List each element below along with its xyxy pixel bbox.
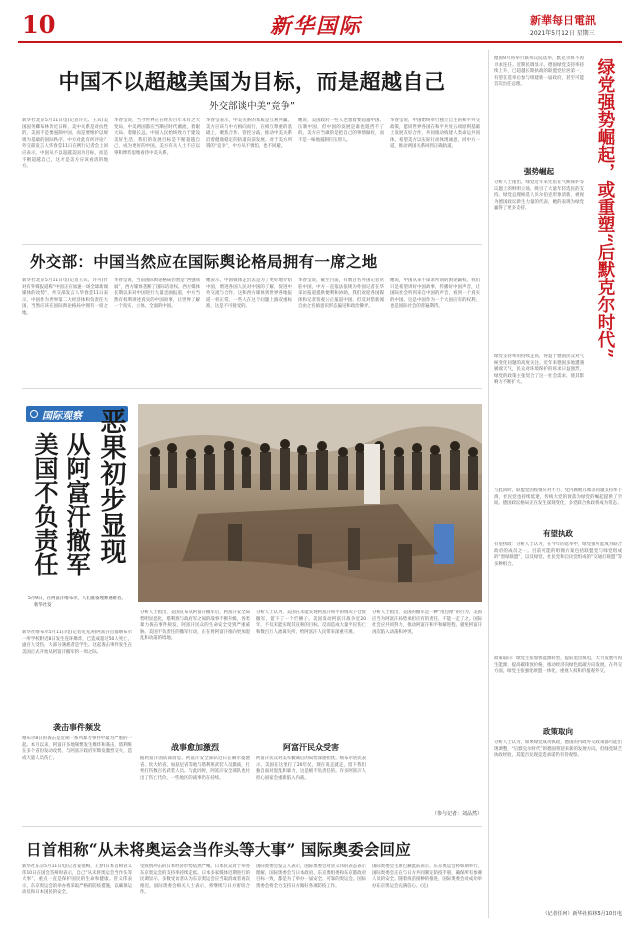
header-rule <box>18 41 622 43</box>
article3-col: 分析人士认为，美国在未能实现阿富汗和平的情况下仓促撤军，留下了一个烂摊子。美国发动阿富汗战争近20年，不仅未能实现其宣称的目标，反而造成大量平民伤亡和数百万人流离失所，给阿富汗人民带来深重灾难。 <box>256 610 366 635</box>
sidebar-col: 与此同时，联盟党因疫情应对不力、党内腐败丑闻等问题支持率下滑，社民党也持续低迷，传统大党的衰落为绿党的崛起提供了空间。德国政坛格局正在发生深刻变化，多党联合执政将成为常态。 <box>494 488 622 507</box>
article3-col: 喀布尔8日的袭击是近期一系列暴力事件中最为严重的一起。本月以来，阿富汗多地频繁发生爆炸和袭击，塔利班在多个省份发动攻势，与阿富汗政府军爆发激烈交火，造成大量人员伤亡。 <box>22 736 132 761</box>
article4-col: 新华社东京5月11日电(记者姜俏梅、王梦)日本首相菅义伟10日在国会答辩时表示，自己“从未将奥运会当作头等大事”，重点一直是保护国民的生命和健康。菅义伟表示，东京奥运会的举办将采取严格的防疫措施，以确保运动员和日本国民的安全。 <box>22 864 132 896</box>
article1-col: 华春莹说，当今世界正在经历百年未有之大变局，中美两国都应当顺应时代潮流，着眼大局、着眼长远。中国人民始终致力于建设美好生活，我们的发展目标是不断超越自己，成为更好的中国。美方有关人士不应以零和博弈思维看待中美关系。 <box>114 118 200 156</box>
sidebar-subhead: 政策取向 <box>543 727 573 736</box>
article3-col: 阿富汗民众对美军撤离后的局势深感担忧。喀布尔居民表示，美国在这里打了20年仗，现在说走就走，留下我们独自面对混乱和暴力，这是极不负责任的。许多阿富汗人担心国家会重新陷入内战。 <box>256 756 366 781</box>
article1-col: 华春莹说，中国始终奉行独立自主的和平外交政策，愿同世界各国在和平共处五项原则基础上发展友好合作，共同推动构建人类命运共同体。希望美方以实际行动体现诚意，同中方一道，推动两国关系回到正确轨道。 <box>390 118 480 150</box>
photo-illustration <box>138 404 482 602</box>
article2-col: 她表示，中国媒体走出去是为了更好地介绍中国，增进各国人民对中国的了解，促进中外交流与合作，这和西方媒体到世界各地报道一样正常。一些人在这个问题上搞双重标准，这是不可接受的。 <box>206 278 292 310</box>
sidebar-intro: 德国9月将举行联邦议院选举，默克尔将不再寻求连任。近期民调显示，德国绿党支持率持续上升，已超越长期执政的联盟党位居第一，有望在选举后参与组建新一届政府，甚至可能首次出任总理。 <box>494 56 584 88</box>
article4-col: 国际奥委会发言人表示，国际奥委会对菅义伟的表态表示理解，国际奥委会与日本政府、东京奥组委和东京都政府目标一致，都是为了举办一届安全、可靠的奥运会。国际奥委会将全力支持日方做好各项防疫工作。 <box>256 864 366 889</box>
sidebar-subhead: 有望执政 <box>543 529 573 538</box>
sidebar-col: 绿党支持率的持续走高，得益于德国民众对气候变化问题的高度关注。近年来德国多地遭遇极端天气，民众对环境保护的诉求日益强烈，绿党的政策主张契合了这一社会需求，使其影响力不断扩大。 <box>494 354 584 386</box>
article3-col: 分析人士指出，美国的撤军是一种“甩包袱”的行为，美国应当为阿富汗局势承担应有的责任，不能一走了之。国际社会应共同努力，推动阿富汗和平和解进程，避免阿富汗再次陷入动荡和冲突。 <box>372 610 482 635</box>
section-divider <box>22 244 482 245</box>
paper-name: 新華每日電訊 <box>530 14 596 27</box>
article3-headline-col3: 恶果初步显现 <box>96 408 126 564</box>
section-divider <box>22 826 482 827</box>
article4-col: 国际奥委会主席巴赫此前表示，东京奥运会将如期举行，国际奥委会正在与日方共同制定防疫手册，确保所有参赛人员的安全。随着疫苗接种的推进，国际奥委会对成功举办东京奥运会充满信心。(完) <box>372 864 482 889</box>
article2-col: 新华社北京5月11日电(记者王宾、许可)针对有外媒报道称“中国正在加速一场全球新闻媒体的攻势”，外交部发言人华春莹11日表示，中国作为世界第二大经济体和负责任大国，当然应该在国际舆论格局中拥有一席之地。 <box>22 278 108 316</box>
sidebar-col: 分析人士认为，如果绿党成功执政，德国的内政外交政策都可能出现调整，“后默克尔时代”的德国将迎来新的发展方向。但绿党缺乏执政经验，其能否兑现竞选承诺仍有待观察。 <box>494 740 622 759</box>
article3-col: 据阿富汗国防部消息，阿富汗安全部队近日在赫尔曼德省、坎大哈省、加兹尼省等地与塔利班武装人员激战，打死打伤数百名武装人员。与此同时，阿富汗安全部队也付出了伤亡代价，一些地区的战事仍在持续。 <box>140 756 250 781</box>
news-photo <box>138 404 482 602</box>
article3-col: 分析人士指出，美国宣布从阿富汗撤军后，阿富汗安全局势明显恶化，塔利班与政府军之间的战事不断升级，各类暴力袭击事件频发，阿富汗民众的生命安全受到严重威胁。美国不负责任的撤军行动，正在将阿富汗推向更加混乱和动荡的境地。 <box>140 610 250 642</box>
photo-caption-text: 5月9日，在阿富汗喀布尔，人们准备埋葬遇难者。 <box>28 596 126 601</box>
article4-headline: 日首相称“从未将奥运会当作头等大事” 国际奥委会回应 <box>26 840 411 859</box>
article1-headline: 中国不以超越美国为目标，而是超越自己 <box>58 69 446 94</box>
sidebar-col: 政策取向：绿党主张加快能源转型，提前退出煤电，大力发展可再生能源，提高碳排放价格，推动经济向绿色低碳方向发展。在外交方面，绿党主张强化欧盟一体化，重视人权和价值观外交。 <box>494 656 622 675</box>
article2-col: 她说，中国从来不谋求所谓的舆论霸权，我们只是希望讲好中国故事，传播好中国声音，让国际社会听到来自中国的声音，看到一个真实的中国。这是中国作为一个大国应有的权利，也是国际社会的普遍期待。 <box>390 278 480 310</box>
article1-col: 她说，美国政府一些人老想着要超越中国、压制中国，但中国的发展是谁也阻挡不了的。美方应当做的是把自己的事情做好，而不是一味地遏制打压别人。 <box>298 118 384 143</box>
article1-subhead: 外交部谈中美“竞争” <box>209 101 295 112</box>
article2-col: 华春莹说，截至目前，有数百名外国记者常驻中国，中方一直依法依规为外国记者在华采访报道提供便利和协助。我们欢迎各国媒体和记者客观公正报道中国，但反对借新闻自由之名搞意识形态偏见和政治操弄。 <box>298 278 384 310</box>
article1-col: 华春莹表示，中美关系的本质是互利共赢。美方应该与中方相向而行，在相互尊重的基础上，聚焦合作、管控分歧，推动中美关系沿着健康稳定的轨道向前发展。对于美方所谓的“竞争”，中方从不惧怕，也不回避。 <box>206 118 292 150</box>
article3-col: 新华社喀布尔5月11日电(记者史先涛)阿富汗首都喀布尔一所学校附近8日发生连环爆炸，已造成超过50人死亡、逾百人受伤，大部分遇难者是学生。这起袭击事件发生在美国正式开始从阿富汗撤军约一周之际。 <box>22 630 132 655</box>
article3-headline-col1: 美国不负责任 <box>30 432 59 576</box>
photo-white-robe <box>364 444 380 504</box>
article3-subhead: 袭击事件频发 <box>53 723 101 732</box>
globe-icon <box>30 410 38 418</box>
sidebar-subhead: 强势崛起 <box>524 167 554 176</box>
article3-headline-col2: 从阿富汗撤军 <box>62 432 91 576</box>
article2-headline: 外交部：中国当然应在国际舆论格局拥有一席之地 <box>30 252 378 271</box>
article4-col: 受疫情冲击的日本经济形势依然严峻，日本民众对于举办东京奥运会的支持率持续走低。日本多家媒体近期进行的民调显示，多数受访者认为东京奥运会应当取消或者再次推迟。国际奥委会相关人士表示，将继续与日方密切合作。 <box>140 864 250 896</box>
section-title: 新华国际 <box>270 13 362 38</box>
sidebar-dateline: （记者任珂）新华社柏林5月10日电 <box>542 911 622 917</box>
article3-author: （参与记者：刘品然） <box>431 811 482 817</box>
photo-caption <box>28 596 132 622</box>
sidebar-col: 分析人士指出，绿党近年来凭借在气候保护等议题上的鲜明立场，吸引了大量年轻选民的支持。绿党总理候选人贝尔伯克形象清新，被视为德国政坛新生力量的代表，她的表现为绿党赢得了更多支持。 <box>494 180 584 212</box>
issue-date: 2021年5月12日 星期三 <box>530 30 595 37</box>
sidebar-col: 有望执政：分析人士认为，在今年的选举中，绿党很可能成为联合政府的成员之一。目前可能的组阁方案包括联盟党与绿党组成的“黑绿联盟”，以及绿党、社民党和自民党组成的“交通灯联盟”等多种组合。 <box>494 542 622 567</box>
section-divider <box>22 388 482 389</box>
photo-credit: 新华社发 <box>34 602 52 608</box>
page-header <box>0 0 640 42</box>
sidebar-divider <box>488 50 489 918</box>
article3-subhead: 战事愈加激烈 <box>171 743 219 752</box>
article3-subhead: 阿富汗民众受害 <box>283 743 339 752</box>
sidebar-headline: 绿党强势崛起，或重塑“后默克尔时代” <box>595 58 615 359</box>
article1-col: 新华社北京5月11日电(记者许元、王宾)美国国务卿布林肯近日称，美中关系是对抗性的，美国不是要遏制中国，而是要维护以规则为基础的国际秩序。中方对此有何评论？外交部发言人华春莹11日在例行记者会上回应表示，中国从不以超越美国为目标，而是不断超越自己，这才是美方应该看清的地方。 <box>22 118 108 170</box>
article2-col: 华春莹说，当前国际舆论格局仍然是“西强我弱”，西方媒体垄断了国际话语权。西方媒体长期以来对中国进行大量歪曲报道，中方当然有权利讲述真实的中国故事，让世界了解一个真实、立体、全面的中国。 <box>114 278 200 310</box>
section-label: 国际观察 <box>42 410 82 422</box>
page-number: 10 <box>22 10 56 39</box>
photo-blue-shirt <box>434 524 454 564</box>
